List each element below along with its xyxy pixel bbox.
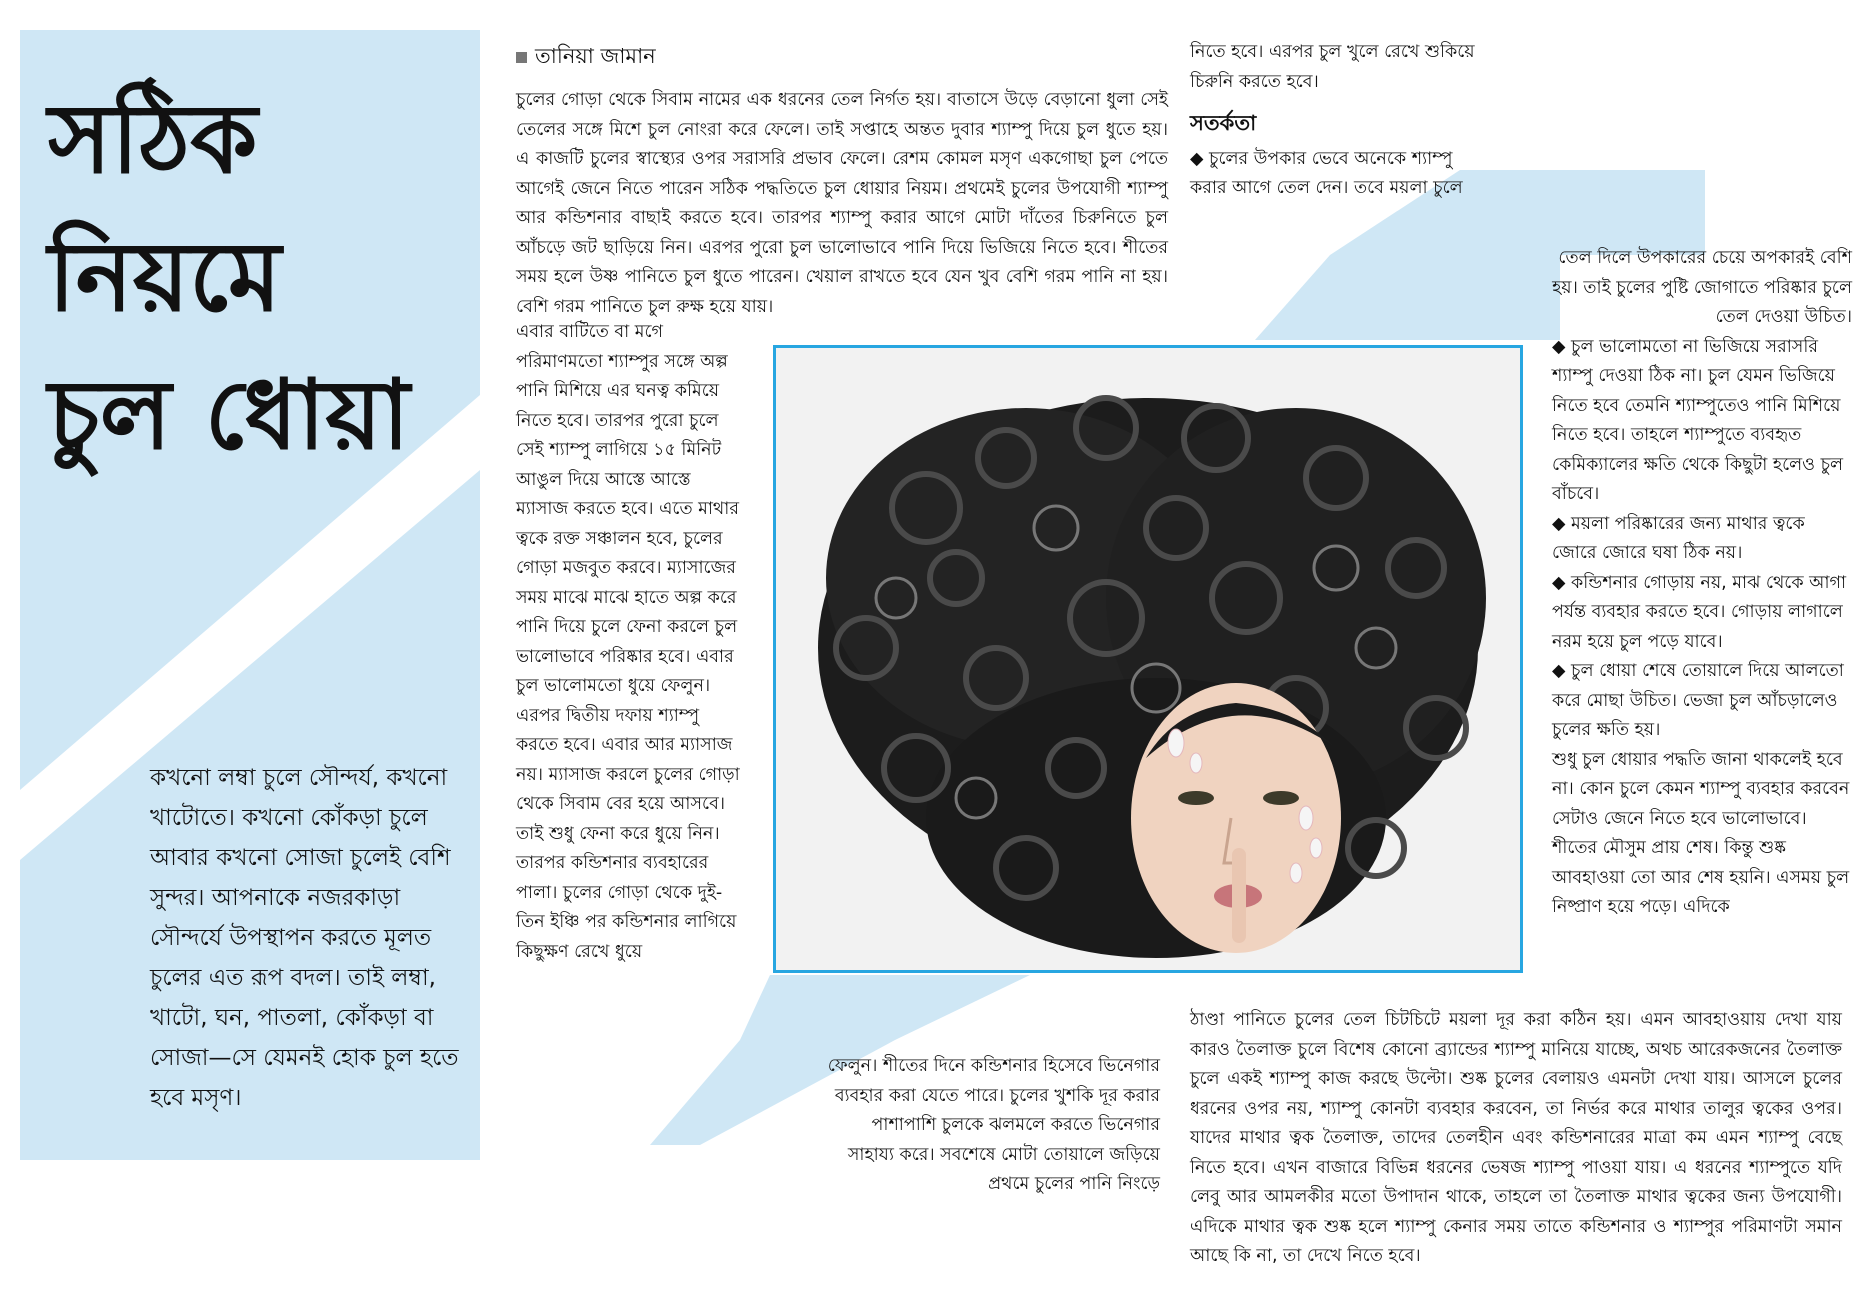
headline: [48, 70, 428, 484]
byline: [516, 40, 656, 75]
diagonal-band-center: [1255, 255, 1560, 340]
right-column-para-4: ◆ কন্ডিশনার গোড়ায় নয়, মাঝ থেকে আগা পর্যন্ত ব্যবহার করতে হবে। গোড়ায় লাগালে নরম হয়ে চুল পড়ে যাবে।: [1552, 572, 1847, 652]
bottom-left-column: ফেলুন। শীতের দিনে কন্ডিশনার হিসেবে ভিনেগার ব্যবহার করা যেতে পারে। চুলের খুশকি দূর করার পাশাপাশি চুলকে ঝলমলে করতে ভিনেগার সাহায্য করে। সবশেষে মোটা তোয়ালে জড়িয়ে প্রথমে চুলের পানি নিংড়ে: [827, 1056, 1160, 1194]
diagonal-band-lower: [740, 975, 1030, 1040]
top-middle-column: [1190, 38, 1490, 204]
left-column-text: এবার বাটিতে বা মগে পরিমাণমতো শ্যাম্পুর সঙ্গে অল্প পানি মিশিয়ে এর ঘনত্ব কমিয়ে নিতে হবে। তারপর পুরো চুলে সেই শ্যাম্পু লাগিয়ে ১৫ মিনিট আঙুল দিয়ে আস্তে আস্তে ম্যাসাজ করতে হবে। এতে মাথার ত্বকে রক্ত সঞ্চালন হবে, চুলের গোড়া মজবুত করবে। ম্যাসাজের সময় মাঝে মাঝে হাতে অল্প করে পানি দিয়ে চুলে ফেনা করলে চুল ভালোভাবে পরিষ্কার হবে। এবার চুল ভালোমতো ধুয়ে ফেলুন। এরপর দ্বিতীয় দফায় শ্যাম্পু করতে হবে। এবার আর ম্যাসাজ নয়। ম্যাসাজ করলে চুলের গোড়া থেকে সিবাম বের হয়ে আসবে। তাই শুধু ফেনা করে ধুয়ে নিন। তারপর কন্ডিশনার ব্যবহারের পালা। চুলের গোড়া থেকে দুই-তিন ইঞ্চি পর কন্ডিশনার লাগিয়ে কিছুক্ষণ রেখে ধুয়ে: [516, 322, 740, 962]
caution-heading: সতর্কতা: [1190, 111, 1257, 135]
right-column-para-2: ◆ চুল ভালোমতো না ভিজিয়ে সরাসরি শ্যাম্পু দেওয়া ঠিক না। চুল যেমন ভিজিয়ে নিতে হবে তেমনি শ্যাম্পুতেও পানি মিশিয়ে নিতে হবে। তাহলে শ্যাম্পুতে ব্যবহৃত কেমিক্যালের ক্ষতি থেকে কিছুটা হলেও চুল বাঁচবে।: [1552, 336, 1844, 504]
right-column-para-7: শীতের মৌসুম প্রায় শেষ। কিন্তু শুষ্ক আবহাওয়া তো আর শেষ হয়নি। এসময় চুল নিষ্প্রাণ হয়ে পড়ে। এদিকে: [1552, 838, 1850, 917]
bottom-right-column: ঠাণ্ডা পানিতে চুলের তেল চিটচিটে ময়লা দূর করা কঠিন হয়। এমন আবহাওয়ায় দেখা যায় কারও তৈলাক্ত চুলে বিশেষ কোনো ব্র্যান্ডের শ্যাম্পু মানিয়ে যাচ্ছে, অথচ আরেকজনের তৈলাক্ত চুলে একই শ্যাম্পু কাজ করছে উল্টো। শুষ্ক চুলের বেলায়ও এমনটা দেখা যায়। আসলে চুলের ধরনের ওপর নয়, শ্যাম্পু কোনটা ব্যবহার করবেন, তা নির্ভর করে মাথার তালুর ত্বকের ওপর। যাদের মাথার ত্বক তৈলাক্ত, তাদের তেলহীন এবং কন্ডিশনারের মাত্রা কম এমন শ্যাম্পু বেছে নিতে হবে। এখন বাজারে বিভিন্ন ধরনের ভেষজ শ্যাম্পু পাওয়া যায়। এ ধরনের শ্যাম্পুতে যদি লেবু আর আমলকীর মতো উপাদান থাকে, তাহলে তা তৈলাক্ত মাথার ত্বকের জন্য উপযোগী। এদিকে মাথার ত্বক শুষ্ক হলে শ্যাম্পু কেনার সময় তাতে কন্ডিশনার ও শ্যাম্পুর পরিমাণটা সমান আছে কি না, তা দেখে নিতে হবে।: [1190, 1010, 1842, 1266]
headline-line-1: সঠিক: [48, 82, 258, 195]
right-column: [1552, 244, 1852, 923]
headline-line-2: নিয়মে: [48, 220, 282, 333]
caution-bullet: ◆ চুলের উপকার ভেবে অনেকে শ্যাম্পু করার আগে তেল দেন। তবে ময়লা চুলে: [1190, 148, 1463, 198]
intro-text: কখনো লম্বা চুলে সৌন্দর্য, কখনো খাটোতে। কখনো কোঁকড়া চুলে আবার কখনো সোজা চুলেই বেশি সুন্দর। আপনাকে নজরকাড়া সৌন্দর্যে উপস্থাপন করতে মূলত চুলের এত রূপ বদল। তাই লম্বা, খাটো, ঘন, পাতলা, কোঁকড়া বা সোজা—সে যেমনই হোক চুল হতে হবে মসৃণ।: [150, 765, 459, 1111]
curly-hair-woman-image: [776, 348, 1520, 970]
byline-author: তানিয়া জামান: [535, 44, 656, 68]
right-column-para-3: ◆ ময়লা পরিষ্কারের জন্য মাথার ত্বকে জোরে জোরে ঘষা ঠিক নয়।: [1552, 513, 1805, 563]
right-column-para-1: তেল দিলে উপকারের চেয়ে অপকারই বেশি হয়। তাই চুলের পুষ্টি জোগাতে পরিষ্কার চুলে তেল দেওয়া উচিত।: [1552, 248, 1852, 327]
top-middle-text: নিতে হবে। এরপর চুল খুলে রেখে শুকিয়ে চিরুনি করতে হবে।: [1190, 42, 1475, 92]
lead-paragraph: চুলের গোড়া থেকে সিবাম নামের এক ধরনের তেল নির্গত হয়। বাতাসে উড়ে বেড়ানো ধুলা সেই তেলের সঙ্গে মিশে চুল নোংরা করে ফেলে। তাই সপ্তাহে অন্তত দুবার শ্যাম্পু দিয়ে চুল ধুতে হয়। এ কাজটি চুলের স্বাস্থ্যের ওপর সরাসরি প্রভাব ফেলে। রেশম কোমল মসৃণ একগোছা চুল পেতে আগেই জেনে নিতে পারেন সঠিক পদ্ধতিতে চুল ধোয়ার নিয়ম। প্রথমেই চুলের উপযোগী শ্যাম্পু আর কন্ডিশনার বাছাই করতে হবে। তারপর শ্যাম্পু করার আগে মোটা দাঁতের চিরুনিতে চুল আঁচড়ে জট ছাড়িয়ে নিন। এরপর পুরো চুল ভালোভাবে পানি দিয়ে ভিজিয়ে নিতে হবে। শীতের সময় হলে উষ্ণ পানিতে চুল ধুতে পারেন। খেয়াল রাখতে হবে যেন খুব বেশি গরম পানি না হয়। বেশি গরম পানিতে চুল রুক্ষ হয়ে যায়।: [516, 90, 1168, 317]
right-column-para-5: ◆ চুল ধোয়া শেষে তোয়ালে দিয়ে আলতো করে মোছা উচিত। ভেজা চুল আঁচড়ালেও চুলের ক্ষতি হয়।: [1552, 661, 1844, 740]
byline-square-icon: [516, 52, 527, 63]
right-column-para-6: শুধু চুল ধোয়ার পদ্ধতি জানা থাকলেই হবে না। কোন চুলে কেমন শ্যাম্পু ব্যবহার করবেন সেটাও জেনে নিতে হবে ভালোভাবে।: [1552, 749, 1850, 829]
hair-photo: [773, 345, 1523, 973]
headline-line-3: চুল ধোয়া: [48, 358, 410, 471]
